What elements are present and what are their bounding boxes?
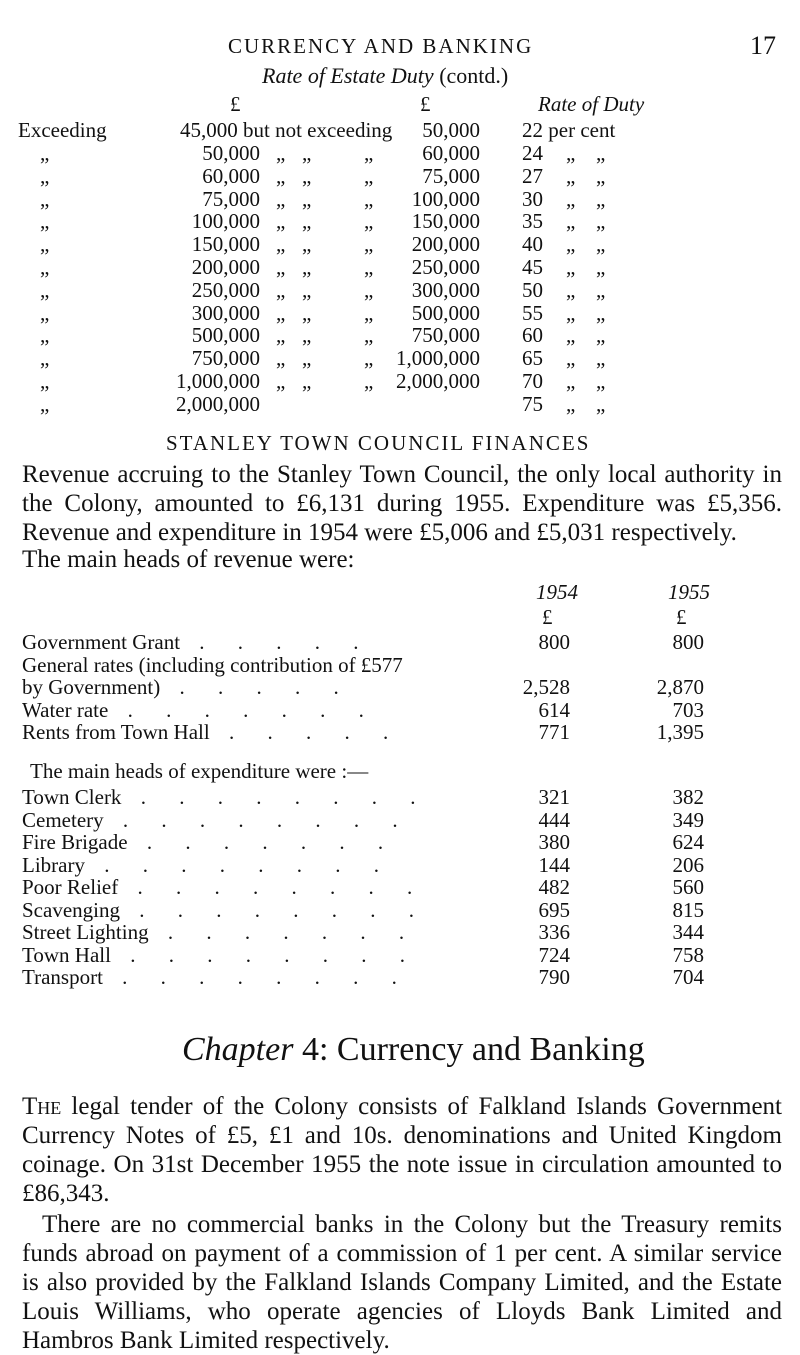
expenditure-label-text: Cemetery [22,807,104,832]
duty-to: 500,000 [411,300,480,325]
leader-dots: . . . . . . . . [103,807,412,832]
expenditure-label [22,830,397,854]
ditto-mark: „ [276,323,286,348]
estate-duty-title-italic: Rate of Estate Duty [262,63,434,88]
duty-rate: 70 [522,369,543,393]
duty-from: 300,000 [191,300,260,325]
ditto-mark: „ [566,232,576,257]
expenditure-value-1955: 758 [672,942,704,967]
ditto-mark: „ [596,300,606,325]
leader-dots: . . . . . . . [108,697,378,722]
ditto-mark: „ [40,186,50,211]
expenditure-value-1955: 344 [672,920,704,944]
duty-to: 60,000 [422,141,480,165]
ditto-mark: „ [302,323,312,348]
ditto-mark: „ [40,232,50,257]
ditto-mark: „ [276,232,286,257]
ditto-mark: „ [364,346,374,371]
duty-to: 300,000 [411,277,480,302]
ditto-mark: „ [596,346,606,371]
duty-rate: 55 [522,300,543,325]
duty-rate: 27 [522,163,543,188]
expenditure-label [22,920,418,944]
year-1954-header: 1954 [536,580,578,604]
ditto-mark: „ [364,300,374,325]
duty-from: 2,000,000 [176,391,260,416]
expenditure-label-text: Town Hall [22,942,111,967]
revenue-value-1955: 800 [672,630,704,654]
expenditure-label [22,853,393,877]
ditto-mark: „ [566,323,576,348]
chapter-title-italic: Chapter [182,1031,294,1068]
ditto-mark: „ [302,141,312,165]
duty-to: 100,000 [411,186,480,211]
ditto-mark: „ [302,255,312,279]
ditto-mark: „ [566,369,576,393]
duty-to: 150,000 [411,209,480,234]
revenue-intro: The main heads of revenue were: [22,546,355,573]
ditto-mark: „ [364,323,374,348]
banking-paragraph: There are no commercial banks in the Colony but the Treasury remits funds abroad on payment of a commission of 1 per cent. A similar service is also provided by the Falkland Islands Company Limited, and the Estate Louis Williams, who operate agencies of Lloyds Bank Limited and Hambros Bank Limited respectively. [22,1211,782,1354]
duty-rate: 60 [522,323,543,348]
leader-dots: . . . . . . . [127,830,398,854]
estate-duty-title [262,63,508,89]
duty-rate: 35 [522,209,543,234]
ditto-mark: „ [302,277,312,302]
currency-paragraph-lead: The [22,1093,62,1120]
revenue-value-1954: 614 [538,697,570,722]
expenditure-value-1954: 724 [538,942,570,967]
ditto-mark: „ [566,346,576,371]
duty-rate: 75 [522,391,543,416]
ditto-mark: „ [276,209,286,234]
ditto-mark: „ [302,186,312,211]
running-header: CURRENCY AND BANKING [228,34,534,58]
expenditure-label-text: Transport [22,965,103,989]
duty-from: 50,000 [202,141,260,165]
finances-paragraph: Revenue accruing to the Stanley Town Council, the only local authority in the Colony, amounted to £6,131 during 1955. Expenditure was £5,356. Revenue and expenditure in 1954 were £5,006 and £5,031 respectively. [22,461,782,546]
ditto-mark: „ [276,255,286,279]
expenditure-value-1955: 382 [672,785,704,809]
expenditure-label [22,808,412,832]
ditto-mark: „ [596,369,606,393]
ditto-mark: „ [40,300,50,325]
chapter-title [182,1031,645,1069]
ditto-mark: „ [596,232,606,257]
leader-dots: . . . . . . . . [121,785,430,809]
ditto-mark: „ [276,141,286,165]
year-1955-header: 1955 [668,580,710,604]
leader-dots: . . . . . . . . [118,875,427,899]
unit-1954: £ [542,605,553,629]
ditto-mark: „ [596,323,606,348]
ditto-mark: „ [364,255,374,279]
col-from-header: £ [230,92,241,116]
ditto-mark: „ [596,391,606,416]
expenditure-label-text: Library [22,852,85,877]
duty-from: 250,000 [191,277,260,302]
ditto-mark: „ [596,277,606,302]
ditto-mark: „ [276,369,286,393]
revenue-label [22,675,353,699]
ditto-mark: „ [566,163,576,188]
leader-dots: . . . . . . . . [119,897,428,922]
expenditure-value-1954: 695 [538,897,570,922]
leader-dots: . . . . . . . [148,920,419,944]
revenue-label-text: Rents from Town Hall [22,720,210,744]
revenue-label [22,720,402,744]
duty-rate: 50 [522,277,543,302]
first-row-range: 45,000 but not exceeding [180,118,393,142]
first-row-to: 50,000 [422,118,480,142]
unit-1955: £ [676,605,687,629]
duty-rate: 30 [522,186,543,211]
duty-from: 750,000 [191,346,260,371]
duty-from: 100,000 [191,209,260,234]
ditto-mark: „ [596,141,606,165]
expenditure-value-1955: 704 [672,965,704,989]
revenue-label-text: General rates (including contribution of £577 [22,652,403,677]
ditto-mark: „ [566,209,576,234]
currency-paragraph-text: legal tender of the Colony consists of Falkland Islands Government Currency Notes of £5, £1 and 10s. denominations and United Kingdom coinage. On 31st December 1955 the note issue in circulation amounted to £86,343. [22,1093,782,1207]
ditto-mark: „ [302,232,312,257]
ditto-mark: „ [302,209,312,234]
revenue-value-1954: 800 [538,630,570,654]
expenditure-value-1955: 560 [672,875,704,899]
ditto-mark: „ [566,255,576,279]
expenditure-label [22,785,429,809]
expenditure-label-text: Town Clerk [22,785,122,809]
leader-dots: . . . . . . . . [84,852,393,877]
expenditure-value-1954: 482 [538,875,570,899]
chapter-title-rest: 4: Currency and Banking [293,1031,645,1068]
ditto-mark: „ [596,255,606,279]
first-row-rate: 22 per cent [522,118,616,142]
expenditure-label [22,965,411,989]
currency-paragraph [22,1092,782,1208]
expenditure-value-1954: 321 [538,785,570,809]
revenue-label [22,630,373,654]
duty-to: 250,000 [411,255,480,279]
duty-rate: 45 [522,255,543,279]
expenditure-value-1954: 144 [538,852,570,877]
ditto-mark: „ [596,209,606,234]
revenue-label-text: Government Grant [22,630,181,654]
duty-from: 150,000 [191,232,260,257]
leader-dots: . . . . . [160,675,353,699]
ditto-mark: „ [276,163,286,188]
expenditure-label-text: Fire Brigade [22,830,128,854]
ditto-mark: „ [276,277,286,302]
duty-from: 200,000 [191,255,260,279]
expenditure-label-text: Scavenging [22,897,120,922]
duty-to: 750,000 [411,323,480,348]
leader-dots: . . . . . [209,720,403,744]
exceeding-label: Exceeding [18,118,107,142]
revenue-value-1954: 771 [538,720,570,744]
col-to-header: £ [420,92,431,116]
ditto-mark: „ [40,209,50,234]
expenditure-value-1954: 444 [538,807,570,832]
ditto-mark: „ [276,300,286,325]
revenue-label-text: Water rate [22,697,109,722]
expenditure-value-1954: 790 [538,965,570,989]
duty-to: 2,000,000 [396,369,480,393]
expenditure-label [22,875,426,899]
expenditure-value-1955: 624 [672,830,704,854]
duty-from: 500,000 [191,323,260,348]
duty-from: 75,000 [202,186,260,211]
page-number: 17 [750,31,776,60]
ditto-mark: „ [566,141,576,165]
expenditure-label [22,943,419,967]
duty-rate: 40 [522,232,543,257]
ditto-mark: „ [566,300,576,325]
ditto-mark: „ [364,209,374,234]
ditto-mark: „ [302,163,312,188]
expenditure-value-1955: 206 [672,852,704,877]
expenditure-value-1955: 815 [672,897,704,922]
ditto-mark: „ [364,232,374,257]
ditto-mark: „ [302,300,312,325]
estate-duty-title-suffix: (contd.) [433,63,509,88]
ditto-mark: „ [40,255,50,279]
ditto-mark: „ [302,369,312,393]
finances-heading: STANLEY TOWN COUNCIL FINANCES [166,431,591,455]
expenditure-intro: The main heads of expenditure were :— [30,759,369,783]
duty-rate: 24 [522,141,543,165]
ditto-mark: „ [364,141,374,165]
expenditure-label-text: Street Lighting [22,920,149,944]
ditto-mark: „ [596,163,606,188]
ditto-mark: „ [596,186,606,211]
duty-to: 1,000,000 [396,346,480,371]
ditto-mark: „ [40,391,50,416]
revenue-label [22,653,403,677]
revenue-value-1954: 2,528 [522,675,570,699]
ditto-mark: „ [364,369,374,393]
revenue-value-1955: 2,870 [656,675,704,699]
expenditure-value-1955: 349 [672,807,704,832]
expenditure-label-text: Poor Relief [22,875,119,899]
ditto-mark: „ [40,141,50,165]
ditto-mark: „ [276,186,286,211]
ditto-mark: „ [276,346,286,371]
ditto-mark: „ [364,163,374,188]
leader-dots: . . . . . [180,630,373,654]
ditto-mark: „ [40,277,50,302]
col-rate-header: Rate of Duty [538,92,645,116]
ditto-mark: „ [40,323,50,348]
duty-to: 200,000 [411,232,480,257]
revenue-value-1955: 703 [672,697,704,722]
revenue-value-1955: 1,395 [656,720,704,744]
ditto-mark: „ [302,346,312,371]
leader-dots: . . . . . . . . [102,965,411,989]
leader-dots: . . . . . . . . [110,942,419,967]
duty-from: 1,000,000 [176,369,260,393]
expenditure-label [22,898,428,922]
ditto-mark: „ [566,391,576,416]
ditto-mark: „ [364,186,374,211]
duty-to: 75,000 [422,163,480,188]
duty-rate: 65 [522,346,543,371]
ditto-mark: „ [566,186,576,211]
duty-from: 60,000 [202,163,260,188]
revenue-label-text: by Government) [22,675,161,699]
ditto-mark: „ [566,277,576,302]
expenditure-value-1954: 336 [538,920,570,944]
ditto-mark: „ [364,277,374,302]
revenue-label [22,698,378,722]
expenditure-value-1954: 380 [538,830,570,854]
ditto-mark: „ [40,369,50,393]
ditto-mark: „ [40,346,50,371]
ditto-mark: „ [40,163,50,188]
